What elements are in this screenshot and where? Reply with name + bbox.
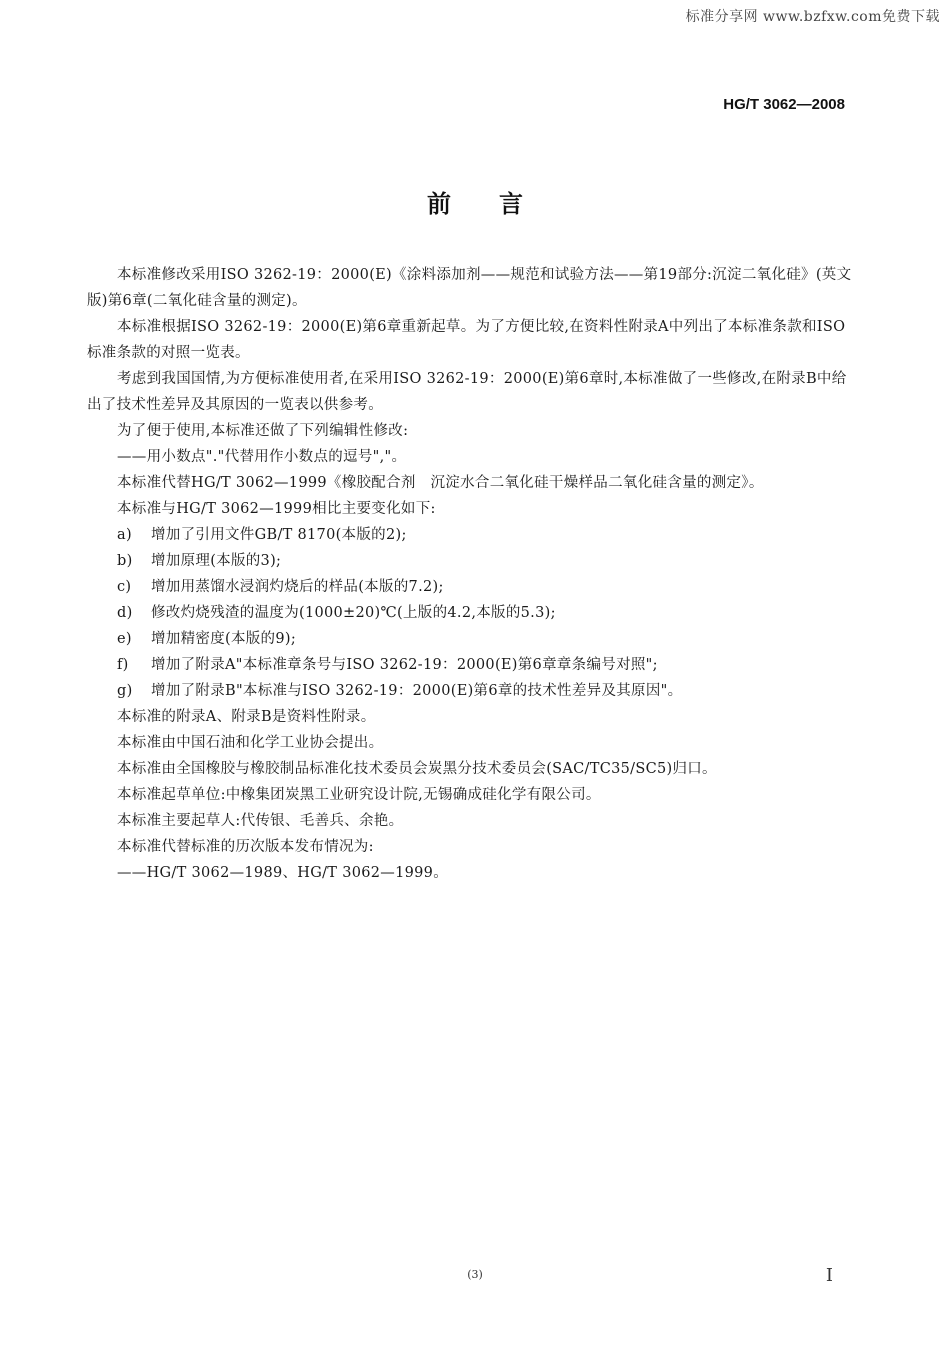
foreword-body	[87, 262, 859, 886]
list-label: b)	[117, 553, 133, 569]
list-item	[87, 574, 859, 600]
page-marker: (3)	[467, 1268, 483, 1281]
paragraph: 本标准与HG/T 3062—1999相比主要变化如下:	[117, 501, 436, 517]
list-item	[87, 600, 859, 626]
list-label: e)	[117, 631, 132, 647]
paragraph: 本标准代替标准的历次版本发布情况为:	[117, 839, 374, 855]
list-text: 增加精密度(本版的9);	[151, 631, 297, 647]
paragraph: 本标准由中国石油和化学工业协会提出。	[117, 735, 384, 751]
paragraph: 考虑到我国国情,为方便标准使用者,在采用ISO 3262-19：2000(E)第6章时,本标准做了一些修改,在附录B中给出了技术性差异及其原因的一览表以供参考。	[87, 371, 847, 413]
list-label: d)	[117, 605, 133, 621]
page-title: 前言	[427, 190, 571, 218]
paragraph: 本标准由全国橡胶与橡胶制品标准化技术委员会炭黑分技术委员会(SAC/TC35/SC5)归口。	[117, 761, 717, 777]
paragraph: 本标准主要起草人:代传银、毛善兵、余艳。	[117, 813, 404, 829]
watermark-text: 标准分享网 www.bzfxw.com免费下载	[685, 9, 940, 25]
paragraph: 本标准根据ISO 3262-19：2000(E)第6章重新起草。为了方便比较,在资料性附录A中列出了本标准条款和ISO标准条款的对照一览表。	[87, 319, 846, 361]
paragraph: 本标准修改采用ISO 3262-19：2000(E)《涂料添加剂——规范和试验方法——第19部分:沉淀二氧化硅》(英文版)第6章(二氧化硅含量的测定)。	[87, 267, 852, 309]
paragraph: 为了便于使用,本标准还做了下列编辑性修改:	[117, 423, 409, 439]
paragraph: 本标准代替HG/T 3062—1999《橡胶配合剂 沉淀水合二氧化硅干燥样品二氧化硅含量的测定》。	[117, 475, 764, 491]
list-text: 增加用蒸馏水浸润灼烧后的样品(本版的7.2);	[151, 579, 444, 595]
list-item	[87, 522, 859, 548]
list-label: a)	[117, 527, 132, 543]
paragraph: ——用小数点"."代替用作小数点的逗号","。	[117, 449, 407, 465]
list-text: 增加了附录A"本标准章条号与ISO 3262-19：2000(E)第6章章条编号对照";	[151, 657, 658, 673]
list-label: f)	[117, 657, 129, 673]
list-text: 修改灼烧残渣的温度为(1000±20)℃(上版的4.2,本版的5.3);	[151, 605, 556, 621]
list-item	[87, 626, 859, 652]
list-item	[87, 548, 859, 574]
roman-page-number: I	[825, 1265, 833, 1286]
standard-code: HG/T 3062—2008	[723, 96, 845, 113]
list-text: 增加了引用文件GB/T 8170(本版的2);	[151, 527, 407, 543]
list-label: g)	[117, 683, 133, 699]
paragraph: ——HG/T 3062—1989、HG/T 3062—1999。	[117, 865, 448, 881]
paragraph: 本标准的附录A、附录B是资料性附录。	[117, 709, 376, 725]
list-text: 增加原理(本版的3);	[151, 553, 282, 569]
list-item	[87, 678, 859, 704]
paragraph: 本标准起草单位:中橡集团炭黑工业研究设计院,无锡确成硅化学有限公司。	[117, 787, 601, 803]
list-text: 增加了附录B"本标准与ISO 3262-19：2000(E)第6章的技术性差异及其原因"。	[151, 683, 683, 699]
list-item	[87, 652, 859, 678]
list-label: c)	[117, 579, 132, 595]
